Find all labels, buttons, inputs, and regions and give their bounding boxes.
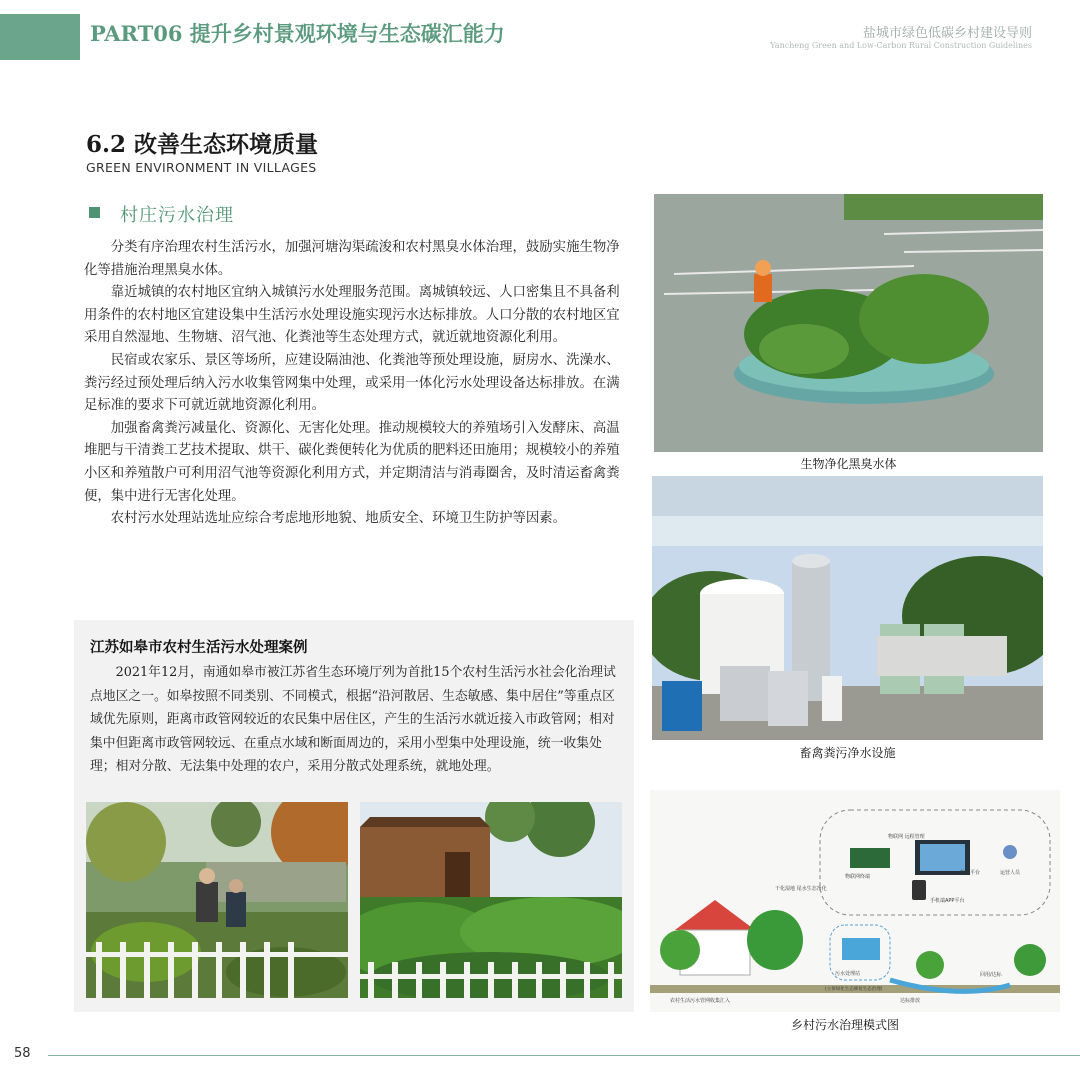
subsection-title: 村庄污水治理 xyxy=(120,205,234,226)
label-dry-wetland: 干化湿地 尾水生态净化 xyxy=(775,886,827,892)
body-paragraph: 靠近城镇的农村地区宜纳入城镇污水处理服务范围。离城镇较远、人口密集且不具备利用条件的农村地区宜建设集中生活污水处理设施实现污水达标排放。人口分散的农村地区宜采用自然湿地、生物塘、沼气池、化粪池等生态处理方式，就近就地资源化利用。 xyxy=(84,285,620,346)
caption-diagram: 乡村污水治理模式图 xyxy=(790,1018,899,1032)
caption-floating-island: 生物净化黑臭水体 xyxy=(800,457,897,471)
label-remote-management: 物联网 远程管理 xyxy=(888,834,925,840)
photo-treatment-facility xyxy=(652,476,1043,740)
page-number: 58 xyxy=(14,1046,31,1061)
phone-icon xyxy=(912,880,926,900)
case-study-text xyxy=(90,661,622,779)
body-paragraph: 民宿或农家乐、景区等场所，应建设隔油池、化粪池等预处理设施，厨房水、洗澡水、粪污经过预处理后纳入污水收集管网集中处理，或采用一体化污水处理设备达标排放。在满足标准的要求下可就近就地资源化利用。 xyxy=(84,352,620,414)
section-title: 6.2 改善生态环境质量 xyxy=(86,131,319,158)
document-title-cn: 盐城市绿色低碳乡村建设导则 xyxy=(862,26,1032,41)
caption-facility: 畜禽粪污净水设施 xyxy=(799,746,896,760)
photo-wetland-plants xyxy=(360,802,622,998)
label-cloud-platform: 监控平台 xyxy=(960,870,981,876)
label-reuse: 回用/达标 xyxy=(980,972,1002,978)
body-paragraph: 加强畜禽粪污减量化、资源化、无害化处理。推动规模较大的养殖场引入发酵床、高温堆肥与干清粪工艺技术提取、烘干、碳化粪便转化为优质的肥料还田施用；规模较小的养殖小区和养殖散户可利用沼气池等资源化利用方式，并定期清洁与消毒圈舍，及时清运畜禽粪便，集中进行无害化处理。 xyxy=(84,420,620,504)
operator-icon xyxy=(1003,845,1017,859)
footer-divider xyxy=(48,1055,1080,1056)
part-title: PART06 提升乡村景观环境与生态碳汇能力 xyxy=(90,21,505,46)
sewage-treatment-diagram xyxy=(650,790,1060,1012)
body-paragraph: 分类有序治理农村生活污水，加强河塘沟渠疏浚和农村黑臭水体治理，鼓励实施生物净化等措施治理黑臭水体。 xyxy=(84,240,620,278)
label-collection: 农村生活污水管网收集汇入 xyxy=(670,998,731,1004)
body-paragraph: 农村污水处理站选址应综合考虑地形地貌、地质安全、环境卫生防护等因素。 xyxy=(110,511,567,527)
photo-garden-workers xyxy=(86,802,348,998)
bullet-square-icon xyxy=(89,207,100,218)
case-study-paragraph: 2021年12月，南通如皋市被江苏省生态环境厅列为首批15个农村生活污水社会化治理试点地区之一。如皋按照不同类别、不同模式，根据“沿河散居、生态敏感、集中居住”等重点区域优先原则，距离市政管网较近的农民集中居住区，产生的生活污水就近接入市政管网；相对集中但距离市政管网较远、在重点水域和断面周边的，采用小型集中处理设施，统一收集处理；相对分散、无法集中处理的农户，采用分散式处理系统，就地处理。 xyxy=(90,665,616,774)
body-text xyxy=(84,237,629,531)
label-terminal: 物联网终端 xyxy=(845,874,871,880)
section-subtitle: GREEN ENVIRONMENT IN VILLAGES xyxy=(86,160,317,175)
document-title-en: Yancheng Green and Low-Carbon Rural Construction Guidelines xyxy=(770,41,1032,50)
label-discharge: 达标排放 xyxy=(900,998,921,1004)
label-phone-app: 手机端APP平台 xyxy=(930,898,965,904)
label-station: 污水处理站 xyxy=(835,971,861,977)
label-operator: 运营人员 xyxy=(1000,870,1021,876)
label-station-note: (立体绿化生态修复生态治理) xyxy=(825,987,883,992)
header-color-block xyxy=(0,14,80,60)
photo-floating-island xyxy=(654,194,1043,452)
iot-terminal-icon xyxy=(850,848,890,868)
case-study-title: 江苏如皋市农村生活污水处理案例 xyxy=(90,639,308,656)
treatment-station-icon xyxy=(842,938,880,960)
